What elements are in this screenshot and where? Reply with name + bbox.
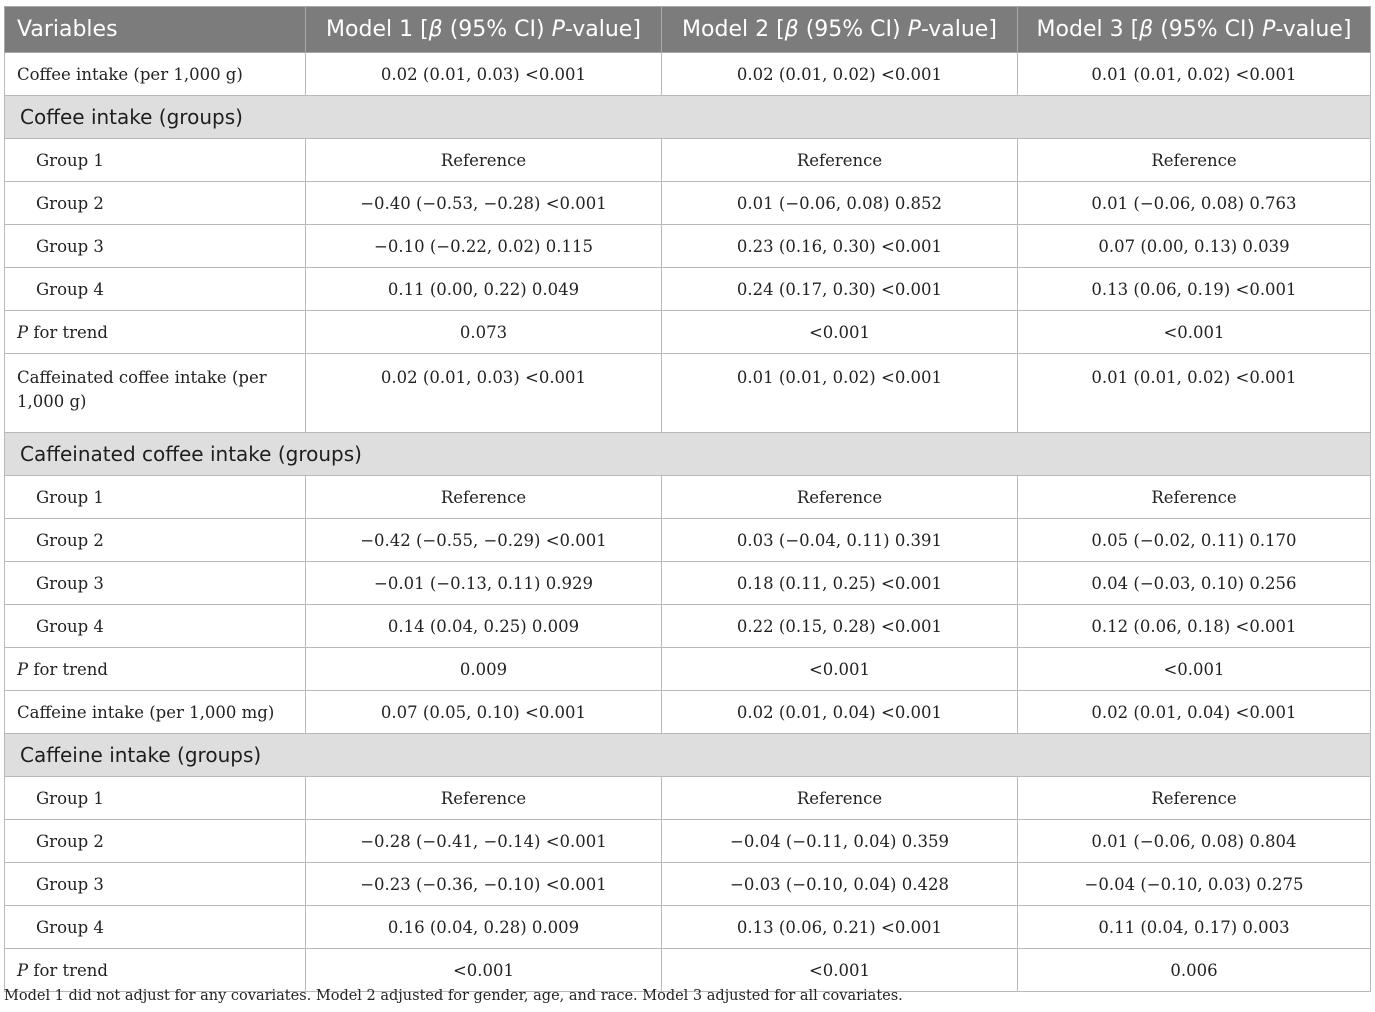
header-model-1-prefix: Model 1 [ [326, 17, 429, 42]
row-label: Group 2 [5, 519, 306, 562]
cell-model-2: 0.01 (0.01, 0.02) <0.001 [662, 354, 1018, 433]
table-row [5, 519, 1371, 562]
cell-model-3: 0.04 (−0.03, 0.10) 0.256 [1018, 562, 1371, 605]
cell-model-2: 0.22 (0.15, 0.28) <0.001 [662, 605, 1018, 648]
header-model-1-beta: β [428, 17, 443, 42]
cell-model-1: −0.23 (−0.36, −0.10) <0.001 [306, 863, 662, 906]
table-row [5, 268, 1371, 311]
header-model-1-suffix: -value] [564, 17, 641, 42]
row-label: Caffeine intake (per 1,000 mg) [5, 691, 306, 734]
p-symbol: P [17, 960, 29, 980]
row-label: Group 2 [5, 820, 306, 863]
p-symbol: P [17, 322, 29, 342]
row-label: Group 2 [5, 182, 306, 225]
cell-model-2: 0.24 (0.17, 0.30) <0.001 [662, 268, 1018, 311]
table-row [5, 53, 1371, 96]
cell-model-3: 0.05 (−0.02, 0.11) 0.170 [1018, 519, 1371, 562]
header-model-3-prefix: Model 3 [ [1036, 17, 1140, 42]
cell-model-2: 0.18 (0.11, 0.25) <0.001 [662, 562, 1018, 605]
header-model-2 [662, 7, 1018, 53]
row-label: Group 4 [5, 906, 306, 949]
cell-model-1: −0.42 (−0.55, −0.29) <0.001 [306, 519, 662, 562]
p-trend-text: for trend [28, 659, 108, 679]
header-model-3 [1018, 7, 1371, 53]
cell-model-1: 0.11 (0.00, 0.22) 0.049 [306, 268, 662, 311]
row-label: Group 1 [5, 476, 306, 519]
row-label: Group 3 [5, 863, 306, 906]
table-footnote: Model 1 did not adjust for any covariates. Model 2 adjusted for gender, age, and race. Model 3 adjusted for all covariates. [4, 988, 903, 1004]
cell-model-3: 0.11 (0.04, 0.17) 0.003 [1018, 906, 1371, 949]
header-model-3-beta: β [1139, 17, 1154, 42]
table-row [5, 863, 1371, 906]
cell-model-1: Reference [306, 777, 662, 820]
table-row [5, 225, 1371, 268]
section-title: Caffeine intake (groups) [5, 734, 1371, 777]
table-row [5, 354, 1371, 433]
cell-model-1: Reference [306, 476, 662, 519]
cell-model-3: 0.07 (0.00, 0.13) 0.039 [1018, 225, 1371, 268]
p-trend-label [5, 949, 306, 992]
cell-model-2: <0.001 [662, 949, 1018, 992]
table-row [5, 476, 1371, 519]
cell-model-2: 0.13 (0.06, 0.21) <0.001 [662, 906, 1018, 949]
row-label: Group 3 [5, 225, 306, 268]
cell-model-2: Reference [662, 139, 1018, 182]
cell-model-1: 0.02 (0.01, 0.03) <0.001 [306, 354, 662, 433]
p-trend-text: for trend [28, 322, 108, 342]
section-title: Coffee intake (groups) [5, 96, 1371, 139]
cell-model-3: Reference [1018, 139, 1371, 182]
cell-model-1: 0.07 (0.05, 0.10) <0.001 [306, 691, 662, 734]
cell-model-3: 0.01 (0.01, 0.02) <0.001 [1018, 53, 1371, 96]
section-title: Caffeinated coffee intake (groups) [5, 433, 1371, 476]
table-row [5, 182, 1371, 225]
table-row [5, 820, 1371, 863]
cell-model-3: <0.001 [1018, 648, 1371, 691]
cell-model-3: 0.01 (−0.06, 0.08) 0.804 [1018, 820, 1371, 863]
cell-model-3: 0.01 (0.01, 0.02) <0.001 [1018, 354, 1371, 433]
cell-model-2: −0.04 (−0.11, 0.04) 0.359 [662, 820, 1018, 863]
header-model-1-p: P [551, 17, 565, 42]
cell-model-2: Reference [662, 777, 1018, 820]
table-row [5, 605, 1371, 648]
table-row [5, 562, 1371, 605]
cell-model-2: 0.02 (0.01, 0.04) <0.001 [662, 691, 1018, 734]
row-label: Group 4 [5, 605, 306, 648]
cell-model-2: <0.001 [662, 311, 1018, 354]
cell-model-1: −0.10 (−0.22, 0.02) 0.115 [306, 225, 662, 268]
regression-table [4, 6, 1371, 992]
cell-model-2: 0.03 (−0.04, 0.11) 0.391 [662, 519, 1018, 562]
cell-model-1: <0.001 [306, 949, 662, 992]
section-row [5, 734, 1371, 777]
row-label: Group 3 [5, 562, 306, 605]
cell-model-1: 0.14 (0.04, 0.25) 0.009 [306, 605, 662, 648]
header-model-2-mid: (95% CI) [798, 17, 908, 42]
header-model-3-p: P [1262, 17, 1276, 42]
table-row [5, 906, 1371, 949]
row-label: Group 1 [5, 777, 306, 820]
section-row [5, 433, 1371, 476]
cell-model-3: −0.04 (−0.10, 0.03) 0.275 [1018, 863, 1371, 906]
trend-row [5, 311, 1371, 354]
cell-model-1: 0.16 (0.04, 0.28) 0.009 [306, 906, 662, 949]
cell-model-2: <0.001 [662, 648, 1018, 691]
table-row [5, 777, 1371, 820]
cell-model-3: <0.001 [1018, 311, 1371, 354]
row-label: Coffee intake (per 1,000 g) [5, 53, 306, 96]
cell-model-2: 0.02 (0.01, 0.02) <0.001 [662, 53, 1018, 96]
header-model-3-mid: (95% CI) [1153, 17, 1263, 42]
p-trend-label [5, 311, 306, 354]
header-model-2-prefix: Model 2 [ [682, 17, 785, 42]
cell-model-1: 0.009 [306, 648, 662, 691]
cell-model-1: −0.40 (−0.53, −0.28) <0.001 [306, 182, 662, 225]
row-label: Caffeinated coffee intake (per 1,000 g) [5, 354, 306, 433]
p-trend-text: for trend [28, 960, 108, 980]
cell-model-2: 0.23 (0.16, 0.30) <0.001 [662, 225, 1018, 268]
section-row [5, 96, 1371, 139]
cell-model-3: Reference [1018, 777, 1371, 820]
p-trend-label [5, 648, 306, 691]
cell-model-2: 0.01 (−0.06, 0.08) 0.852 [662, 182, 1018, 225]
cell-model-1: Reference [306, 139, 662, 182]
trend-row [5, 648, 1371, 691]
table-row [5, 691, 1371, 734]
header-variables: Variables [5, 7, 306, 53]
cell-model-1: 0.073 [306, 311, 662, 354]
table-row [5, 139, 1371, 182]
cell-model-2: −0.03 (−0.10, 0.04) 0.428 [662, 863, 1018, 906]
cell-model-3: 0.12 (0.06, 0.18) <0.001 [1018, 605, 1371, 648]
cell-model-3: 0.13 (0.06, 0.19) <0.001 [1018, 268, 1371, 311]
header-model-2-p: P [907, 17, 921, 42]
cell-model-1: −0.01 (−0.13, 0.11) 0.929 [306, 562, 662, 605]
p-symbol: P [17, 659, 29, 679]
header-row [5, 7, 1371, 53]
header-model-2-beta: β [784, 17, 799, 42]
cell-model-1: 0.02 (0.01, 0.03) <0.001 [306, 53, 662, 96]
cell-model-3: 0.01 (−0.06, 0.08) 0.763 [1018, 182, 1371, 225]
cell-model-1: −0.28 (−0.41, −0.14) <0.001 [306, 820, 662, 863]
cell-model-2: Reference [662, 476, 1018, 519]
cell-model-3: 0.006 [1018, 949, 1371, 992]
trend-row [5, 949, 1371, 992]
header-model-1-mid: (95% CI) [442, 17, 552, 42]
header-model-2-suffix: -value] [920, 17, 997, 42]
header-model-3-suffix: -value] [1275, 17, 1352, 42]
cell-model-3: Reference [1018, 476, 1371, 519]
row-label: Group 4 [5, 268, 306, 311]
row-label: Group 1 [5, 139, 306, 182]
cell-model-3: 0.02 (0.01, 0.04) <0.001 [1018, 691, 1371, 734]
header-model-1 [306, 7, 662, 53]
